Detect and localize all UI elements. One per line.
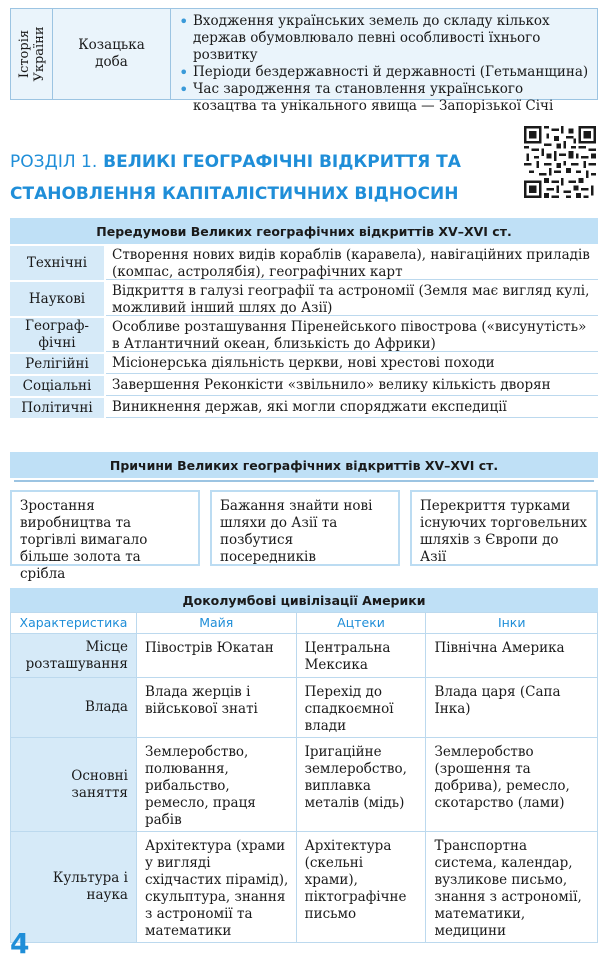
table-row (10, 396, 598, 418)
history-context-table (10, 8, 598, 114)
preconditions-table (10, 244, 598, 418)
cause-box: Зростання виробництва та торгівлі вимагало більше золота та срібла (10, 490, 200, 566)
table-cell: Архітектура (скельні храми), піктографічне письмо (296, 832, 426, 943)
qr-code-icon[interactable] (524, 126, 596, 198)
cause-box: Бажання знайти нові шляхи до Азії та позбутися посередників (210, 490, 400, 566)
column-header: Майя (136, 613, 296, 634)
table-row (10, 374, 598, 396)
bullet-item: • Періоди бездержавності й державності (Гетьманщина) (179, 64, 589, 81)
page-number: 4 (10, 927, 30, 960)
bullet-item: • Час зародження та становлення українського козацтва та унікального явища — Запорізької Січі (179, 81, 589, 115)
table-cell: Влада жерців і військової знаті (136, 678, 296, 738)
table-row (10, 244, 598, 280)
column-header: Інки (426, 613, 598, 634)
table-cell: Перехід до спадкоємної влади (296, 678, 426, 738)
cause-box: Перекриття турками існуючих торговельних шляхів з Європи до Азії (410, 490, 598, 566)
preconditions-header: Передумови Великих географічних відкриттів XV–XVI ст. (10, 218, 598, 244)
category-social: Соціальні (10, 376, 104, 396)
section-title (10, 146, 490, 210)
row-header: Основні заняття (11, 738, 137, 832)
row-header: Культура і наука (11, 832, 137, 943)
period-label-line-2: доба (95, 54, 128, 70)
vertical-label (17, 26, 47, 81)
table-row (11, 678, 598, 738)
table-row (11, 634, 598, 678)
category-description: Особливе розташування Піренейського півострова («висунутість» в Атлантичний океан, близькість до Африки) (104, 318, 598, 352)
bullet-item: • Входження українських земель до складу кількох держав обумовлювало певні особливості їхнього розвитку (179, 13, 589, 64)
table-row (10, 316, 598, 352)
row-header: Влада (11, 678, 137, 738)
section-lead: РОЗДІЛ 1. (10, 152, 98, 172)
category-scientific: Наукові (10, 282, 104, 316)
column-header: Ацтеки (296, 613, 426, 634)
table-header-row (11, 613, 598, 634)
category-religious: Релігійні (10, 354, 104, 374)
table-cell: Землеробство, полювання, рибальство, ремесло, праця рабів (136, 738, 296, 832)
category-description: Відкриття в галузі географії та астрономії (Земля має вигляд кулі, можливий інший шлях до Азії) (104, 282, 598, 316)
category-description: Завершення Реконкісти «звільнило» велику кількість дворян (104, 376, 598, 396)
table-cell: Півострів Юкатан (136, 634, 296, 678)
table-cell: Архітектура (храми у вигляді східчастих пірамід), скульптура, знання з астрономії та математики (136, 832, 296, 943)
table-row (10, 352, 598, 374)
table-cell: Центральна Мексика (296, 634, 426, 678)
vertical-label-line-2: України (31, 26, 47, 82)
table-row (11, 738, 598, 832)
column-header: Характеристика (11, 613, 137, 634)
category-description: Місіонерська діяльність церкви, нові хрестові походи (104, 354, 598, 374)
category-geographic: Географ- фічні (10, 318, 104, 352)
table-row (11, 832, 598, 943)
table-row (10, 280, 598, 316)
category-political: Політичні (10, 398, 104, 418)
row-header: Місце розташування (11, 634, 137, 678)
civilizations-table (10, 612, 598, 943)
causes-header: Причини Великих географічних відкриттів XV–XVI ст. (10, 452, 598, 478)
vertical-label-line-1: Історія (16, 29, 32, 79)
vertical-label-cell (11, 9, 53, 99)
period-label-line-1: Козацька (78, 37, 145, 53)
category-description: Виникнення держав, які могли споряджати експедиції (104, 398, 598, 418)
period-bullets (171, 9, 597, 114)
section-name: ВЕЛИКІ ГЕОГРАФІЧНІ ВІДКРИТТЯ ТА СТАНОВЛЕННЯ КАПІТАЛІСТИЧНИХ ВІДНОСИН (10, 152, 461, 204)
table-cell: Північна Америка (426, 634, 598, 678)
period-label (53, 9, 171, 99)
table-cell: Землеробство (зрошення та добрива), ремесло, скотарство (лами) (426, 738, 598, 832)
civilizations-header: Доколумбові цивілізації Америки (10, 588, 598, 612)
table-cell: Влада царя (Сапа Інка) (426, 678, 598, 738)
table-cell: Транспортна система, календар, вузликове письмо, знання з астрономії, математики, медицини (426, 832, 598, 943)
table-cell: Іригаційне землеробство, виплавка металів (мідь) (296, 738, 426, 832)
category-description: Створення нових видів кораблів (каравела), навігаційних приладів (компас, астролябія), географічних карт (104, 246, 598, 280)
category-technical: Технічні (10, 246, 104, 280)
